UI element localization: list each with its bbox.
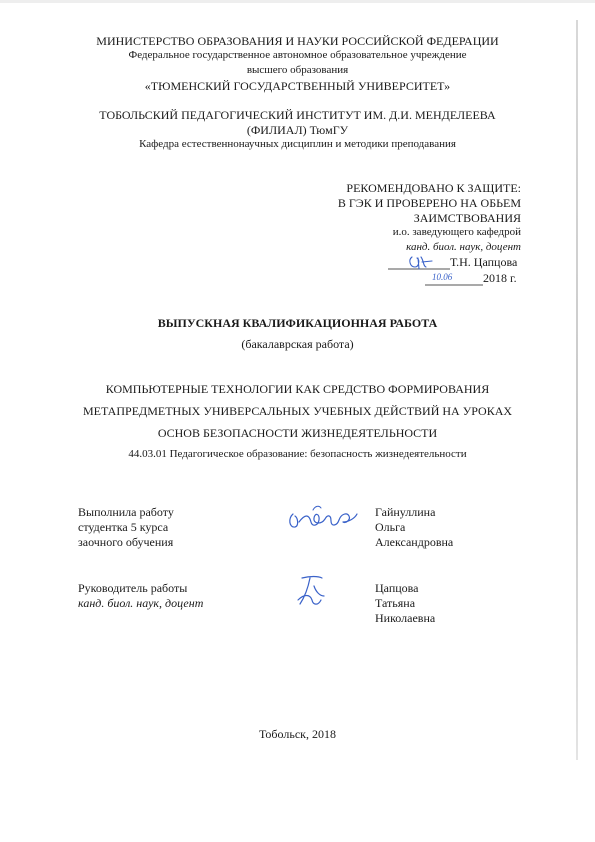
supervisor-signature (290, 570, 334, 614)
supervisor-degree: канд. биол. наук, доцент (78, 596, 204, 610)
author-patronymic: Александровна (375, 535, 454, 549)
work-title-line-3: ОСНОВ БЕЗОПАСНОСТИ ЖИЗНЕДЕЯТЕЛЬНОСТИ (157, 426, 438, 440)
institute-line-2: (ФИЛИАЛ) ТюмГУ (246, 123, 349, 137)
author-role-2: студентка 5 курса (78, 520, 169, 534)
work-subtype: (бакалаврская работа) (241, 337, 354, 351)
approval-date-year: 2018 г. (483, 271, 517, 285)
author-name: Ольга (375, 520, 406, 534)
scan-edge-top (0, 0, 595, 3)
university-name: «ТЮМЕНСКИЙ ГОСУДАРСТВЕННЫЙ УНИВЕРСИТЕТ» (144, 79, 451, 93)
author-signature (285, 500, 365, 536)
program-code: 44.03.01 Педагогическое образование: безопасность жизнедеятельности (128, 448, 467, 460)
institution-type-line-1: Федеральное государственное автономное образовательное учреждение (128, 49, 467, 61)
institution-type-line-2: высшего образования (246, 64, 349, 76)
supervisor-role: Руководитель работы (78, 581, 188, 595)
approval-position: и.о. заведующего кафедрой (392, 226, 521, 238)
ministry-line: МИНИСТЕРСТВО ОБРАЗОВАНИЯ И НАУКИ РОССИЙСКОЙ ФЕДЕРАЦИИ (96, 34, 499, 48)
approval-date-handwritten: 10.06 (432, 272, 453, 282)
author-surname: Гайнуллина (375, 505, 436, 519)
approval-line-3: ЗАИМСТВОВАНИЯ (413, 211, 521, 225)
supervisor-name: Татьяна (375, 596, 416, 610)
author-role-1: Выполнила работу (78, 505, 174, 519)
work-type: ВЫПУСКНАЯ КВАЛИФИКАЦИОННАЯ РАБОТА (157, 316, 438, 330)
institute-line-1: ТОБОЛЬСКИЙ ПЕДАГОГИЧЕСКИЙ ИНСТИТУТ ИМ. Д.И. МЕНДЕЛЕЕВА (99, 108, 496, 122)
approval-line-1: РЕКОМЕНДОВАНО К ЗАЩИТЕ: (346, 181, 521, 195)
work-title-line-2: МЕТАПРЕДМЕТНЫХ УНИВЕРСАЛЬНЫХ УЧЕБНЫХ ДЕЙСТВИЙ НА УРОКАХ (82, 404, 513, 418)
approval-signer: Т.Н. Цапцова (450, 255, 518, 269)
approval-line-2: В ГЭК И ПРОВЕРЕНО НА ОБЬЕМ (337, 196, 521, 210)
place-year: Тобольск, 2018 (259, 727, 336, 741)
supervisor-patronymic: Николаевна (375, 611, 436, 625)
author-role-3: заочного обучения (78, 535, 174, 549)
work-title-line-1: КОМПЬЮТЕРНЫЕ ТЕХНОЛОГИИ КАК СРЕДСТВО ФОРМИРОВАНИЯ (105, 382, 490, 396)
approval-degree: канд. биол. наук, доцент (406, 241, 521, 253)
supervisor-surname: Цапцова (375, 581, 419, 595)
department-line: Кафедра естественнонаучных дисциплин и методики преподавания (139, 138, 456, 150)
